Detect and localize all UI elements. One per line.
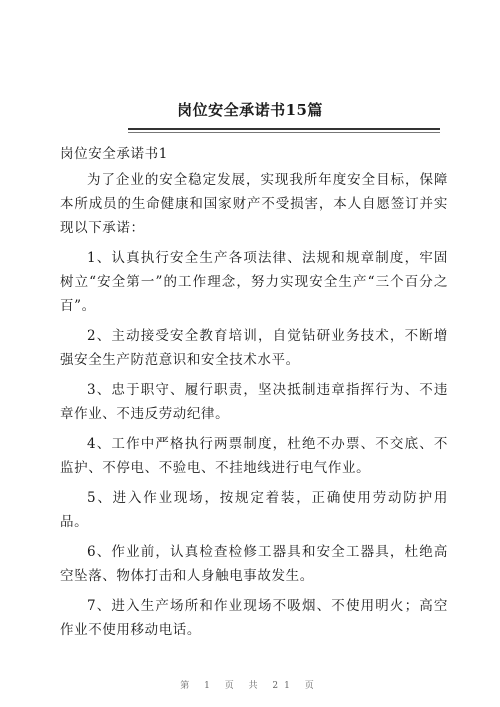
paragraph-item-7: 7、进入生产场所和作业现场不吸烟、不使用明火；高空作业不使用移动电话。 <box>60 598 448 638</box>
paragraph-item-1: 1、认真执行安全生产各项法律、法规和规章制度，牢固树立“安全第一”的工作理念，努力实现安全生产“三个百分之百”。 <box>60 250 448 314</box>
paragraph-item-3: 3、忠于职守、履行职责，坚决抵制违章指挥行为、不违章作业、不违反劳动纪律。 <box>60 382 448 422</box>
paragraph-item-2: 2、主动接受安全教育培训，自觉钻研业务技术，不断增强安全生产防范意识和安全技术水平。 <box>60 328 448 368</box>
title-rule-thin <box>128 132 440 133</box>
title-rule <box>128 128 440 130</box>
paragraph-item-4: 4、工作中严格执行两票制度，杜绝不办票、不交底、不监护、不停电、不验电、不挂地线进行电气作业。 <box>60 436 448 476</box>
paragraph-item-5: 5、进入作业现场，按规定着装，正确使用劳动防护用品。 <box>60 490 448 530</box>
paragraph-intro: 为了企业的安全稳定发展，实现我所年度安全目标，保障本所成员的生命健康和国家财产不受损害，本人自愿签订并实现以下承诺： <box>60 172 448 236</box>
paragraph-item-6: 6、作业前，认真检查检修工器具和安全工器具，杜绝高空坠落、物体打击和人身触电事故发生。 <box>60 544 448 584</box>
page-number-footer: 第 1 页 共 21 页 <box>180 681 320 691</box>
document-title: 岗位安全承诺书15篇 <box>177 101 323 119</box>
document-body <box>60 142 448 648</box>
section-heading: 岗位安全承诺书1 <box>60 146 168 162</box>
